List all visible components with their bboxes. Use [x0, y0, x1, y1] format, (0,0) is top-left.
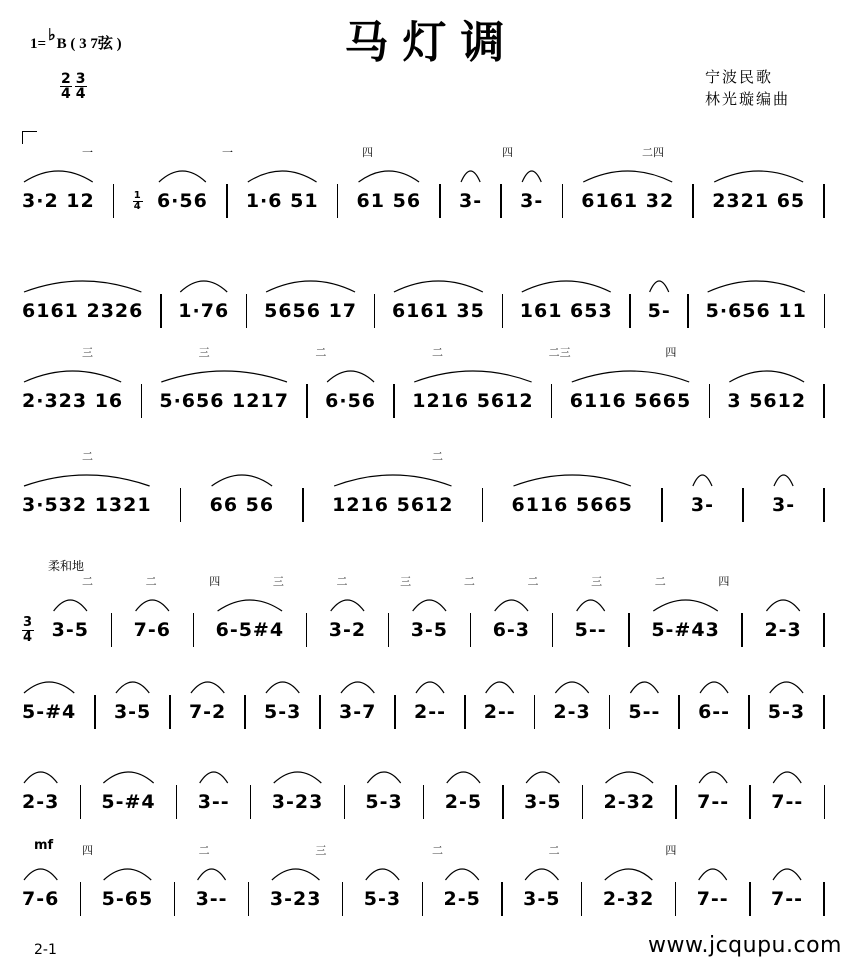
- key-note: B: [56, 36, 67, 52]
- bar-line: [439, 184, 441, 218]
- measure: 2--: [483, 701, 516, 723]
- slur-arc: [572, 371, 689, 382]
- slur-arc: [274, 772, 322, 783]
- measure: 7-6: [22, 888, 60, 910]
- measure: 6161 2326: [22, 300, 144, 322]
- fingering-mark: 四: [665, 346, 677, 359]
- bar-line: [823, 184, 825, 218]
- meter-change-den: 4: [23, 629, 34, 645]
- bar-line: [501, 882, 503, 916]
- measure: 3--: [197, 791, 230, 813]
- notes-line: [22, 186, 832, 216]
- credits: [705, 66, 790, 110]
- slur-arc: [606, 772, 654, 783]
- bar-line: [422, 882, 424, 916]
- measure: 161 653: [519, 300, 613, 322]
- dynamic-mf: mf: [34, 838, 54, 853]
- meter-change: [22, 616, 34, 645]
- fingering-mark: 二: [527, 575, 539, 588]
- bar-line: [319, 695, 321, 729]
- measure: 5--: [574, 619, 607, 641]
- key-signature: [30, 27, 122, 53]
- watermark: www.jcqupu.com: [648, 933, 842, 958]
- bar-line: [226, 184, 228, 218]
- slur-arc: [413, 600, 446, 611]
- staff-row-1: [22, 146, 832, 216]
- slur-arc: [24, 171, 93, 182]
- fingering-mark: 三: [198, 346, 210, 359]
- measure: 3-23: [269, 888, 322, 910]
- fingering-mark: 二: [145, 575, 157, 588]
- slur-arc: [583, 171, 672, 182]
- slur-arc: [200, 772, 228, 783]
- fingering-mark: 三: [315, 844, 327, 857]
- fingering-mark: 三: [82, 346, 93, 359]
- slur-arc: [708, 281, 805, 292]
- slur-arc: [136, 600, 169, 611]
- slur-arc: [24, 281, 141, 292]
- measure: 2-5: [443, 888, 481, 910]
- meter-inline-num: 1: [133, 189, 142, 201]
- fingering-mark: 四: [362, 146, 373, 159]
- slur-arc: [103, 772, 153, 783]
- bar-line: [80, 882, 82, 916]
- measure: 3-5: [113, 701, 152, 723]
- measure: 7-6: [133, 619, 171, 641]
- bar-line: [94, 695, 96, 729]
- staff-row-6: [22, 697, 832, 727]
- measure: 5-#4: [22, 701, 77, 723]
- bar-line: [113, 184, 115, 218]
- measure: 2-5: [444, 791, 483, 813]
- bar-line: [464, 695, 466, 729]
- meter-b-num: 3: [75, 71, 86, 87]
- measure: 6--: [698, 701, 731, 723]
- bar-line: [482, 488, 484, 522]
- slurs: [22, 458, 832, 488]
- measure: 5·656 1217: [159, 390, 289, 412]
- bar-line: [661, 488, 663, 522]
- bar-line: [248, 882, 250, 916]
- fingering-mark: 三: [591, 575, 603, 588]
- bar-line: [500, 184, 502, 218]
- bar-line: [306, 613, 308, 647]
- slur-arc: [445, 869, 478, 880]
- slur-arc: [526, 772, 559, 783]
- slur-arc: [367, 772, 400, 783]
- fingering-mark: 二: [432, 844, 443, 857]
- bar-line: [244, 695, 246, 729]
- slur-arc: [218, 600, 282, 611]
- bar-line: [180, 488, 182, 522]
- fingering-mark: 一: [82, 146, 93, 159]
- fingering-mark: 二: [198, 844, 210, 857]
- slur-arc: [116, 682, 149, 693]
- measure: 2-3: [764, 619, 802, 641]
- meter-inline: [133, 191, 143, 212]
- slur-arc: [334, 475, 451, 486]
- measure: 5656 17: [264, 300, 358, 322]
- bar-line: [306, 384, 308, 418]
- measure: 7--: [696, 888, 729, 910]
- slur-arc: [766, 600, 799, 611]
- measure: 1216 5612: [332, 494, 454, 516]
- bar-line: [609, 695, 611, 729]
- slur-arc: [414, 371, 531, 382]
- slur-arc: [522, 281, 611, 292]
- fingering-mark: 二: [82, 450, 93, 463]
- slurs: [22, 583, 832, 613]
- staff-row-5: [22, 575, 832, 645]
- slur-arc: [159, 171, 206, 182]
- slur-arc: [212, 475, 273, 486]
- slur-arc: [161, 371, 287, 382]
- bar-line: [534, 695, 536, 729]
- measure: 2-32: [603, 791, 656, 813]
- measure: 5--: [628, 701, 661, 723]
- key-prefix: 1=: [30, 36, 47, 52]
- system-bracket: [22, 131, 37, 144]
- measure: 5·656 11: [705, 300, 807, 322]
- slur-arc: [495, 600, 528, 611]
- slurs: [22, 264, 832, 294]
- bar-line: [250, 785, 252, 819]
- slur-arc: [700, 682, 728, 693]
- measure: 66 56: [209, 494, 275, 516]
- slur-arc: [699, 772, 727, 783]
- measure: 2·323 16: [22, 390, 124, 412]
- slur-arc: [770, 682, 803, 693]
- fingering-mark: 二: [432, 450, 443, 463]
- bar-line: [193, 613, 195, 647]
- slur-arc: [198, 869, 226, 880]
- measure: 5-#43: [651, 619, 720, 641]
- slur-arc: [773, 772, 801, 783]
- origin: 宁波民歌: [705, 68, 774, 86]
- bar-line: [374, 294, 376, 328]
- measure: 5-3: [263, 701, 302, 723]
- slur-arc: [693, 475, 712, 486]
- slurs: [22, 354, 832, 384]
- bar-line: [337, 184, 339, 218]
- measure: 5-65: [101, 888, 154, 910]
- bar-line: [675, 882, 677, 916]
- bar-line: [581, 882, 583, 916]
- fingering-mark: 二: [315, 346, 327, 359]
- bar-line: [823, 882, 825, 916]
- measure: 2-3: [553, 701, 591, 723]
- bar-line: [423, 785, 425, 819]
- slur-arc: [699, 869, 727, 880]
- slur-arc: [630, 682, 658, 693]
- bar-line: [502, 785, 504, 819]
- slur-arc: [359, 171, 420, 182]
- measure: 3-: [772, 494, 796, 516]
- slur-arc: [522, 171, 541, 182]
- slur-arc: [525, 869, 558, 880]
- slur-arc: [461, 171, 480, 182]
- bar-line: [562, 184, 564, 218]
- bar-line: [823, 613, 825, 647]
- slur-arc: [366, 869, 399, 880]
- fingering-mark: 三: [272, 575, 284, 588]
- slur-arc: [555, 682, 588, 693]
- bar-line: [394, 695, 396, 729]
- bar-line: [342, 882, 344, 916]
- bar-line: [80, 785, 82, 819]
- measure: 3-23: [271, 791, 324, 813]
- slur-arc: [24, 869, 57, 880]
- staff-row-4: [22, 450, 832, 520]
- measure: 6-3: [492, 619, 531, 641]
- measure: 2--: [414, 701, 446, 723]
- meter-b: [75, 72, 87, 101]
- fingering-mark: 四: [665, 844, 677, 857]
- staff-row-2: [22, 296, 832, 326]
- measure: 3-: [690, 494, 714, 516]
- slur-arc: [327, 371, 374, 382]
- staff-row-3: [22, 346, 832, 416]
- bar-line: [692, 184, 694, 218]
- slur-arc: [248, 171, 317, 182]
- measure: 1·76: [178, 300, 230, 322]
- slur-arc: [24, 371, 121, 382]
- measure: 2-3: [22, 791, 60, 813]
- measure: 5-: [647, 300, 671, 322]
- bar-line: [470, 613, 472, 647]
- measure: 3-2: [328, 619, 367, 641]
- slur-arc: [447, 772, 480, 783]
- measure: 7-2: [188, 701, 227, 723]
- measure: 6161 32: [581, 190, 675, 212]
- bar-line: [174, 882, 176, 916]
- measure: 3-5: [523, 888, 561, 910]
- measure: 6·56: [325, 390, 377, 412]
- arranger: 林光璇编曲: [705, 90, 791, 108]
- fingering-mark: 四: [718, 575, 730, 588]
- fingering-mark: 二: [548, 844, 560, 857]
- slur-arc: [394, 281, 483, 292]
- bar-line: [824, 785, 826, 819]
- bar-line: [393, 384, 395, 418]
- measure: 3-5: [524, 791, 562, 813]
- slur-arc: [416, 682, 444, 693]
- notes-line: [22, 296, 832, 326]
- bar-line: [675, 785, 677, 819]
- slur-arc: [514, 475, 631, 486]
- bar-line: [302, 488, 304, 522]
- bar-line: [160, 294, 162, 328]
- slur-arc: [729, 371, 804, 382]
- slur-arc: [24, 682, 74, 693]
- notes-line: [22, 884, 832, 914]
- bar-line: [169, 695, 171, 729]
- slur-arc: [24, 772, 57, 783]
- bar-line: [552, 613, 554, 647]
- measure: 3-7: [338, 701, 377, 723]
- slurs: [22, 665, 832, 695]
- slur-arc: [54, 600, 87, 611]
- slurs: [22, 755, 832, 785]
- bar-line: [749, 785, 751, 819]
- bar-line: [823, 488, 825, 522]
- bar-line: [678, 695, 680, 729]
- staff-row-7: [22, 787, 832, 817]
- measure: 5-3: [767, 701, 806, 723]
- bar-line: [628, 613, 630, 647]
- bar-line: [823, 695, 825, 729]
- measure: 7--: [771, 888, 804, 910]
- fingering-mark: 四: [502, 146, 513, 159]
- bar-line: [629, 294, 631, 328]
- slurs: [22, 852, 832, 882]
- bar-line: [823, 384, 825, 418]
- bar-line: [551, 384, 553, 418]
- bar-line: [582, 785, 584, 819]
- fingering-mark: 二: [82, 575, 93, 588]
- bar-line: [742, 488, 744, 522]
- slur-arc: [653, 600, 717, 611]
- slur-arc: [650, 281, 669, 292]
- measure: 3-: [520, 190, 544, 212]
- fingering-mark: 四: [82, 844, 93, 857]
- slur-arc: [577, 600, 605, 611]
- measure: 3·532 1321: [22, 494, 152, 516]
- slurs: [22, 154, 832, 184]
- meter-a: [60, 72, 72, 101]
- fingering-mark: 二三: [548, 346, 571, 359]
- bar-line: [687, 294, 689, 328]
- fingering-mark: 三: [400, 575, 412, 588]
- bar-line: [824, 294, 826, 328]
- fingering-mark: 四: [209, 575, 221, 588]
- bar-line: [111, 613, 113, 647]
- fingering-mark: 二: [432, 346, 443, 359]
- measure: 3·2 12: [22, 190, 95, 212]
- fingering-mark: 二: [463, 575, 475, 588]
- fingering-mark: 二四: [642, 146, 664, 159]
- measure: 3-: [459, 190, 483, 212]
- bar-line: [344, 785, 346, 819]
- bar-line: [709, 384, 711, 418]
- page-number: 2-1: [34, 942, 57, 958]
- measure: 6161 35: [391, 300, 485, 322]
- slur-arc: [341, 682, 374, 693]
- measure: 1216 5612: [412, 390, 534, 412]
- measure: 1·6 51: [245, 190, 319, 212]
- measure: 6116 5665: [511, 494, 633, 516]
- notes-line: [22, 697, 832, 727]
- slur-arc: [773, 869, 801, 880]
- measure: 3-5: [51, 619, 89, 641]
- page-title: 马灯调: [344, 17, 519, 68]
- flat-sign: ♭: [48, 27, 56, 44]
- measure: 3-5: [410, 619, 449, 641]
- bar-line: [749, 882, 751, 916]
- measure: 5-3: [363, 888, 402, 910]
- fingering-mark: 二: [654, 575, 666, 588]
- meter-change-num: 3: [23, 614, 34, 630]
- measure: 5-#4: [101, 791, 156, 813]
- measure: 3--: [195, 888, 228, 910]
- fingering-mark: 一: [222, 146, 233, 159]
- measure: 2321 65: [712, 190, 806, 212]
- slur-arc: [180, 281, 227, 292]
- fingering-mark: 二: [336, 575, 348, 588]
- expression-gentle: 柔和地: [48, 559, 85, 573]
- measure: 6·56: [156, 190, 208, 212]
- slur-arc: [24, 475, 150, 486]
- bar-line: [502, 294, 504, 328]
- meter-inline-den: 4: [133, 200, 142, 212]
- measure: 6-5#4: [215, 619, 285, 641]
- slur-arc: [486, 682, 514, 693]
- measure: 7--: [697, 791, 730, 813]
- time-signature: [60, 72, 90, 101]
- measure: 61 56: [356, 190, 422, 212]
- bar-line: [748, 695, 750, 729]
- slur-arc: [191, 682, 224, 693]
- notes-line: [22, 787, 832, 817]
- meter-b-den: 4: [75, 86, 86, 102]
- slur-arc: [605, 869, 653, 880]
- slur-arc: [774, 475, 793, 486]
- measure: 3 5612: [727, 390, 807, 412]
- slur-arc: [266, 682, 299, 693]
- slur-arc: [272, 869, 320, 880]
- bar-line: [246, 294, 248, 328]
- notes-line: [22, 386, 832, 416]
- meter-a-den: 4: [61, 86, 71, 102]
- bar-line: [141, 384, 143, 418]
- tuning: ( 3 7弦 ): [70, 36, 122, 52]
- measure: 7--: [771, 791, 804, 813]
- slur-arc: [714, 171, 803, 182]
- measure: 6116 5665: [569, 390, 692, 412]
- meter-a-num: 2: [61, 71, 71, 87]
- bar-line: [741, 613, 743, 647]
- notes-line: [22, 490, 832, 520]
- slur-arc: [331, 600, 364, 611]
- slur-arc: [266, 281, 355, 292]
- measure: 5-3: [365, 791, 403, 813]
- bar-line: [388, 613, 390, 647]
- slur-arc: [104, 869, 152, 880]
- notes-line: [22, 615, 832, 645]
- bar-line: [176, 785, 178, 819]
- measure: 2-32: [602, 888, 655, 910]
